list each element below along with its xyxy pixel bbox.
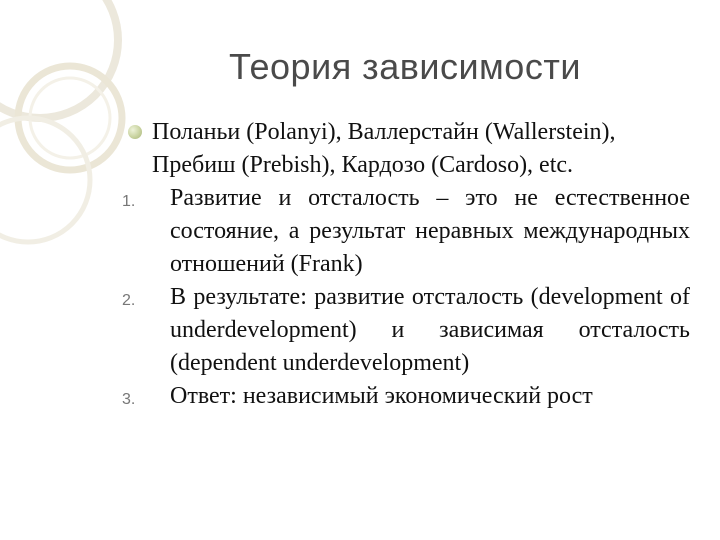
bullet-item xyxy=(124,116,690,182)
list-number: 3. xyxy=(122,391,136,408)
list-item-text: Развитие и отсталость – это не естественное состояние, а результат неравных международных отношений (Frank) xyxy=(170,185,690,277)
list-item-2 xyxy=(124,281,690,380)
list-item-text: В результате: развитие отсталость (development of underdevelopment) и зависимая отсталость (dependent underdevelopment) xyxy=(170,284,690,376)
list-item-1 xyxy=(124,182,690,281)
bullet-text: Поланьи (Polanyi), Валлерстайн (Wallerstein), Пребиш (Prebish), Кардозо (Cardoso), etc. xyxy=(152,119,616,178)
list-item-3 xyxy=(124,380,690,413)
list-number: 2. xyxy=(122,292,136,309)
page-title: Теория зависимости xyxy=(229,46,581,87)
bullet-dot-icon xyxy=(128,125,142,139)
slide-body xyxy=(124,116,690,413)
list-number: 1. xyxy=(122,193,136,210)
list-item-text: Ответ: независимый экономический рост xyxy=(170,383,593,409)
